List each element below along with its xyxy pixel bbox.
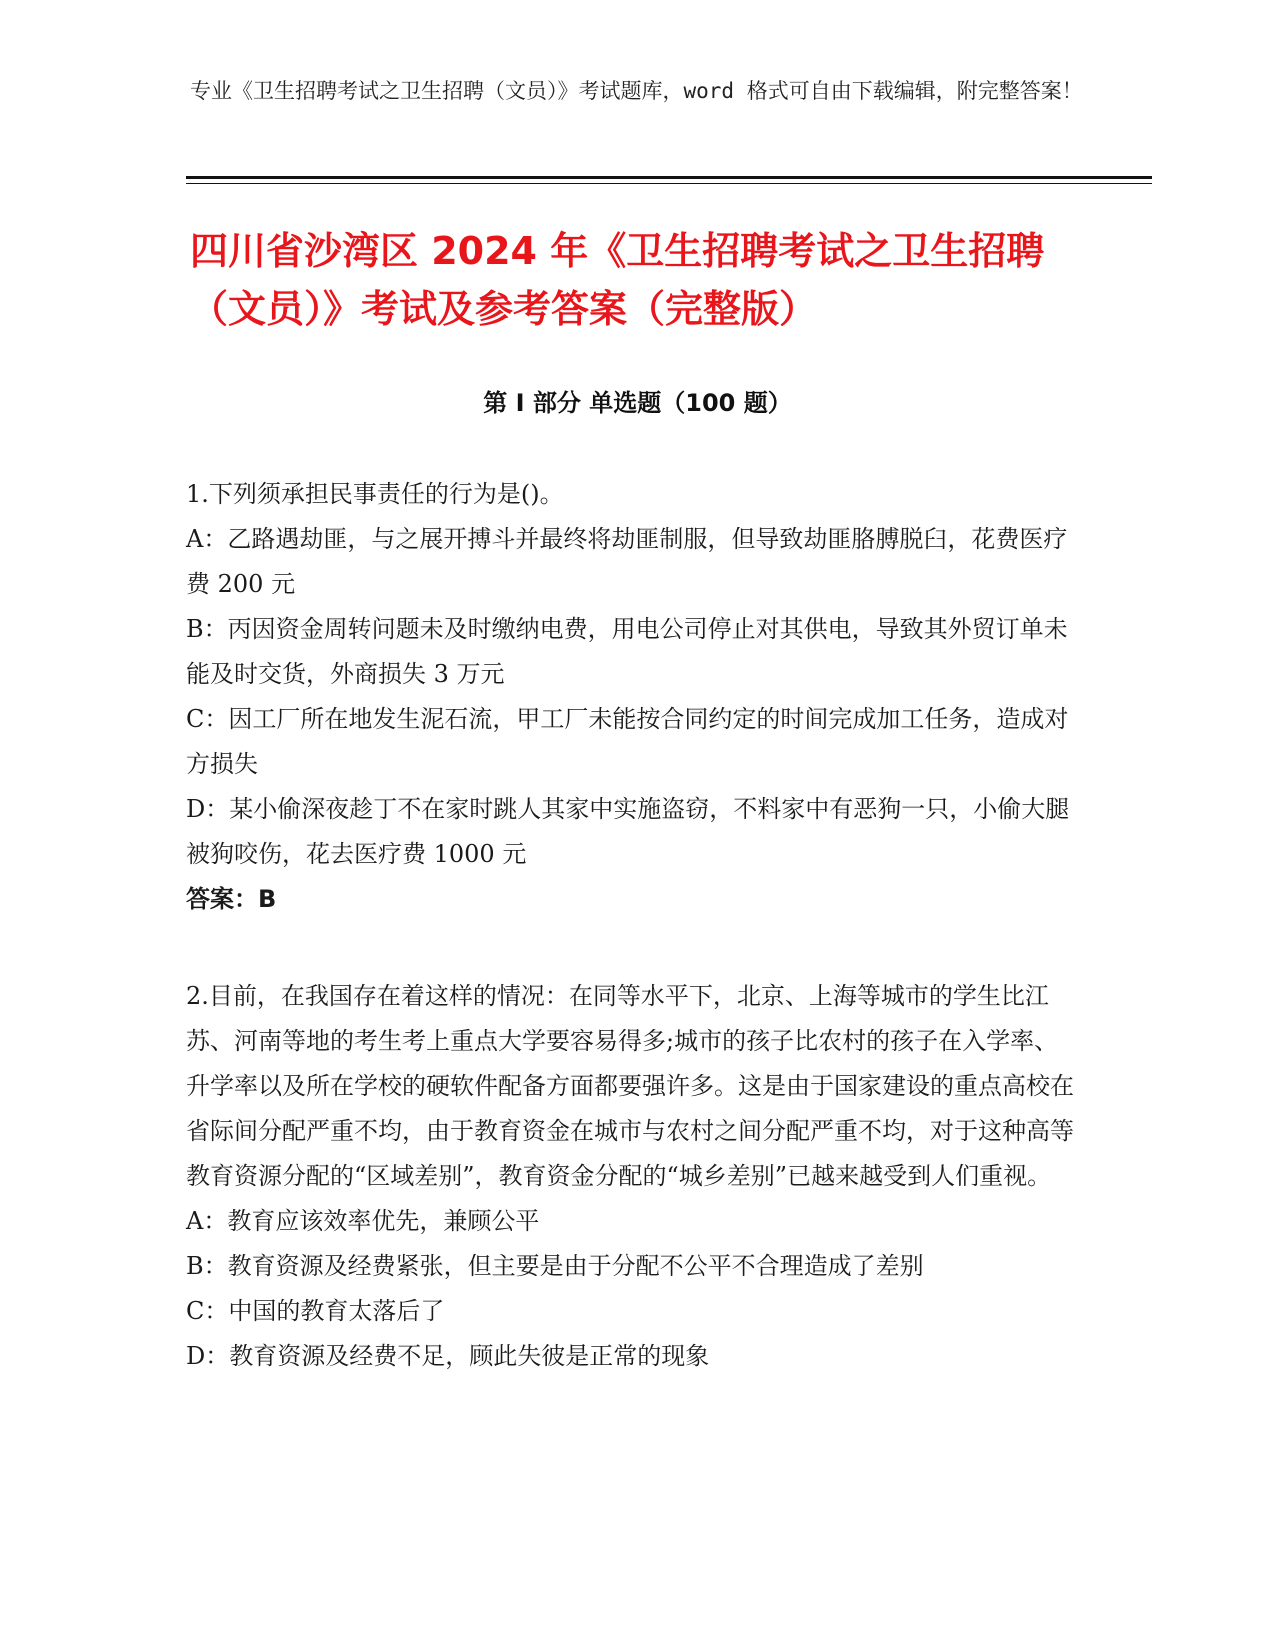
option-d: D：某小偷深夜趁丁不在家时跳人其家中实施盗窃，不料家中有恶狗一只，小偷大腿被狗咬伤，花去医疗费 1000 元 (186, 795, 1070, 868)
option-b: B：丙因资金周转问题未及时缴纳电费，用电公司停止对其供电，导致其外贸订单未能及时交货，外商损失 3 万元 (186, 615, 1068, 688)
header-note: 专业《卫生招聘考试之卫生招聘（文员）》考试题库，word 格式可自由下载编辑，附完整答案！ (190, 79, 1083, 103)
option-b: B：教育资源及经费紧张，但主要是由于分配不公平不合理造成了差别 (186, 1252, 924, 1280)
option-a: A：乙路遇劫匪，与之展开搏斗并最终将劫匪制服，但导致劫匪胳膊脱臼，花费医疗费 200 元 (186, 525, 1068, 598)
question-stem: 1.下列须承担民事责任的行为是()。 (186, 480, 564, 508)
option-a: A：教育应该效率优先，兼顾公平 (186, 1207, 540, 1235)
header-divider-thin (186, 183, 1152, 184)
option-c: C：中国的教育太落后了 (186, 1297, 445, 1325)
section-title: 第 I 部分 单选题（100 题） (483, 389, 792, 417)
option-c: C：因工厂所在地发生泥石流，甲工厂未能按合同约定的时间完成加工任务，造成对方损失 (186, 705, 1069, 778)
question-stem: 2.目前，在我国存在着这样的情况：在同等水平下，北京、上海等城市的学生比江苏、河南等地的考生考上重点大学要容易得多;城市的孩子比农村的孩子在入学率、升学率以及所在学校的硬软件配备方面都要强许多。这是由于国家建设的重点高校在省际间分配严重不均，由于教育资金在城市与农村之间分配严重不均，对于这种高等教育资源分配的“区域差别”，教育资金分配的“城乡差别”已越来越受到人们重视。 (186, 982, 1074, 1190)
header-divider-thick (186, 176, 1152, 179)
question-block (186, 974, 1076, 1379)
option-d: D：教育资源及经费不足，顾此失彼是正常的现象 (186, 1342, 710, 1370)
question-block (186, 472, 1076, 922)
document-title: 四川省沙湾区 2024 年《卫生招聘考试之卫生招聘（文员）》考试及参考答案（完整版） (190, 229, 1045, 331)
answer-line: 答案：B (186, 885, 277, 913)
